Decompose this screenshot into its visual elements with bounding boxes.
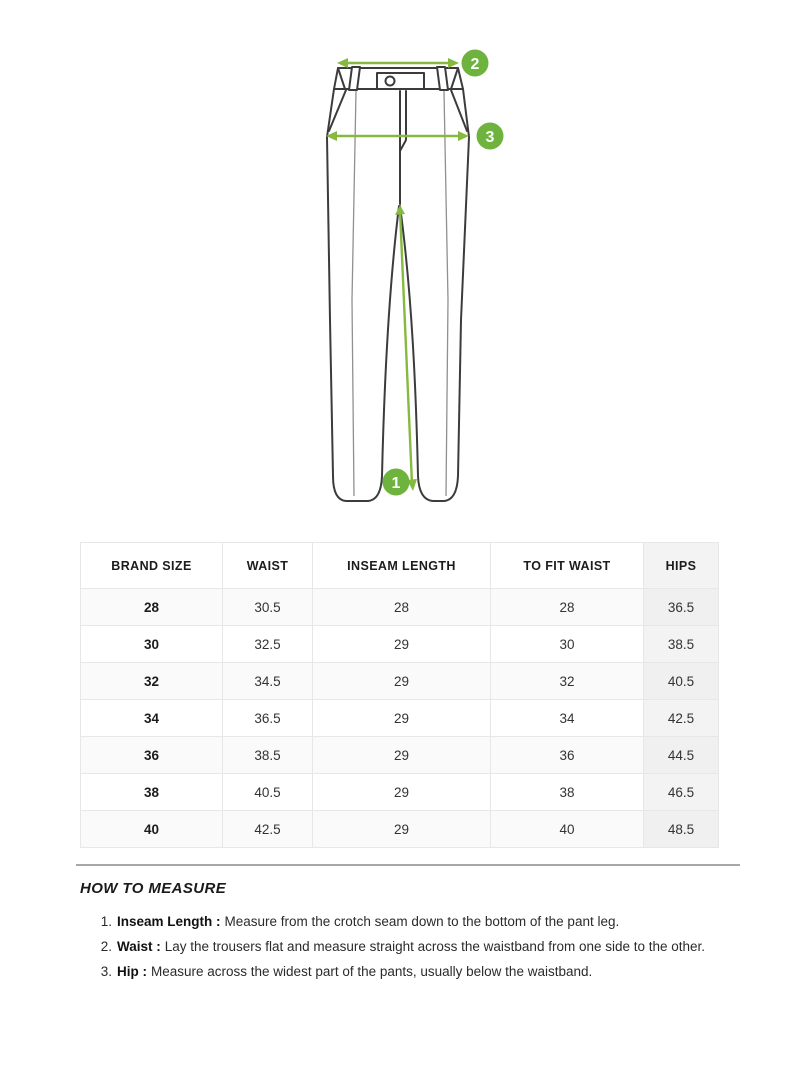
table-cell: 36: [81, 737, 223, 774]
size-table: [80, 542, 719, 848]
table-cell: 42.5: [223, 811, 313, 848]
size-table-section: [80, 542, 718, 848]
trouser-drawing-svg: [0, 0, 800, 540]
belt-loop-left: [349, 67, 360, 90]
header-to-fit-waist: TO FIT WAIST: [491, 543, 644, 589]
callout-2-number: 2: [470, 56, 480, 73]
measure-step-hip: [97, 960, 800, 983]
table-row: [81, 774, 719, 811]
waist-arrowhead-right: [448, 58, 459, 68]
table-cell: 34.5: [223, 663, 313, 700]
table-row: [81, 626, 719, 663]
step-term: Inseam Length :: [117, 914, 221, 929]
button: [386, 77, 395, 86]
step-description: Lay the trousers flat and measure straight across the waistband from one side to the other.: [164, 939, 706, 954]
button-tab: [377, 73, 424, 89]
table-row: [81, 737, 719, 774]
step-number: 1.: [100, 914, 112, 929]
table-cell: 48.5: [644, 811, 719, 848]
table-cell: 34: [491, 700, 644, 737]
how-to-measure-title: HOW TO MEASURE: [80, 880, 227, 897]
table-cell: 30.5: [223, 589, 313, 626]
table-cell: 28: [491, 589, 644, 626]
callout-3-number: 3: [485, 129, 495, 146]
callout-1-number: 1: [391, 475, 401, 492]
size-table-header-row: [81, 543, 719, 589]
table-cell: 40: [491, 811, 644, 848]
table-cell: 38.5: [644, 626, 719, 663]
table-cell: 28: [81, 589, 223, 626]
table-cell: 32.5: [223, 626, 313, 663]
table-cell: 38: [81, 774, 223, 811]
table-cell: 32: [491, 663, 644, 700]
header-hips: HIPS: [644, 543, 719, 589]
step-number: 3.: [100, 964, 112, 979]
header-inseam-length: INSEAM LENGTH: [313, 543, 491, 589]
table-cell: 40: [81, 811, 223, 848]
table-cell: 29: [313, 737, 491, 774]
table-row: [81, 663, 719, 700]
trouser-diagram: [0, 0, 800, 540]
table-cell: 40.5: [644, 663, 719, 700]
table-cell: 29: [313, 700, 491, 737]
table-cell: 38.5: [223, 737, 313, 774]
table-cell: 36.5: [644, 589, 719, 626]
table-cell: 34: [81, 700, 223, 737]
table-row: [81, 811, 719, 848]
belt-loop-right: [437, 67, 448, 90]
table-cell: 40.5: [223, 774, 313, 811]
step-description: Measure from the crotch seam down to the bottom of the pant leg.: [224, 914, 620, 929]
header-waist: WAIST: [223, 543, 313, 589]
step-number: 2.: [100, 939, 112, 954]
section-divider: [76, 864, 740, 866]
measure-step-inseam: [97, 910, 800, 933]
step-description: Measure across the widest part of the pants, usually below the waistband.: [151, 964, 593, 979]
table-cell: 28: [313, 589, 491, 626]
table-cell: 30: [81, 626, 223, 663]
step-text: [117, 935, 705, 958]
waist-arrowhead-left: [337, 58, 348, 68]
measure-step-waist: [97, 935, 800, 958]
table-row: [81, 700, 719, 737]
table-row: [81, 589, 719, 626]
step-term: Waist :: [117, 939, 161, 954]
table-cell: 46.5: [644, 774, 719, 811]
table-cell: 36.5: [223, 700, 313, 737]
table-cell: 32: [81, 663, 223, 700]
table-cell: 42.5: [644, 700, 719, 737]
table-cell: 30: [491, 626, 644, 663]
table-cell: 38: [491, 774, 644, 811]
step-text: [117, 910, 619, 933]
how-to-measure-section: [0, 880, 800, 983]
table-cell: 29: [313, 774, 491, 811]
table-cell: 44.5: [644, 737, 719, 774]
table-cell: 29: [313, 663, 491, 700]
header-brand-size: BRAND SIZE: [81, 543, 223, 589]
step-term: Hip :: [117, 964, 147, 979]
table-cell: 36: [491, 737, 644, 774]
step-text: [117, 960, 592, 983]
measure-steps-list: [97, 910, 800, 983]
size-table-body: [81, 589, 719, 848]
table-cell: 29: [313, 811, 491, 848]
table-cell: 29: [313, 626, 491, 663]
